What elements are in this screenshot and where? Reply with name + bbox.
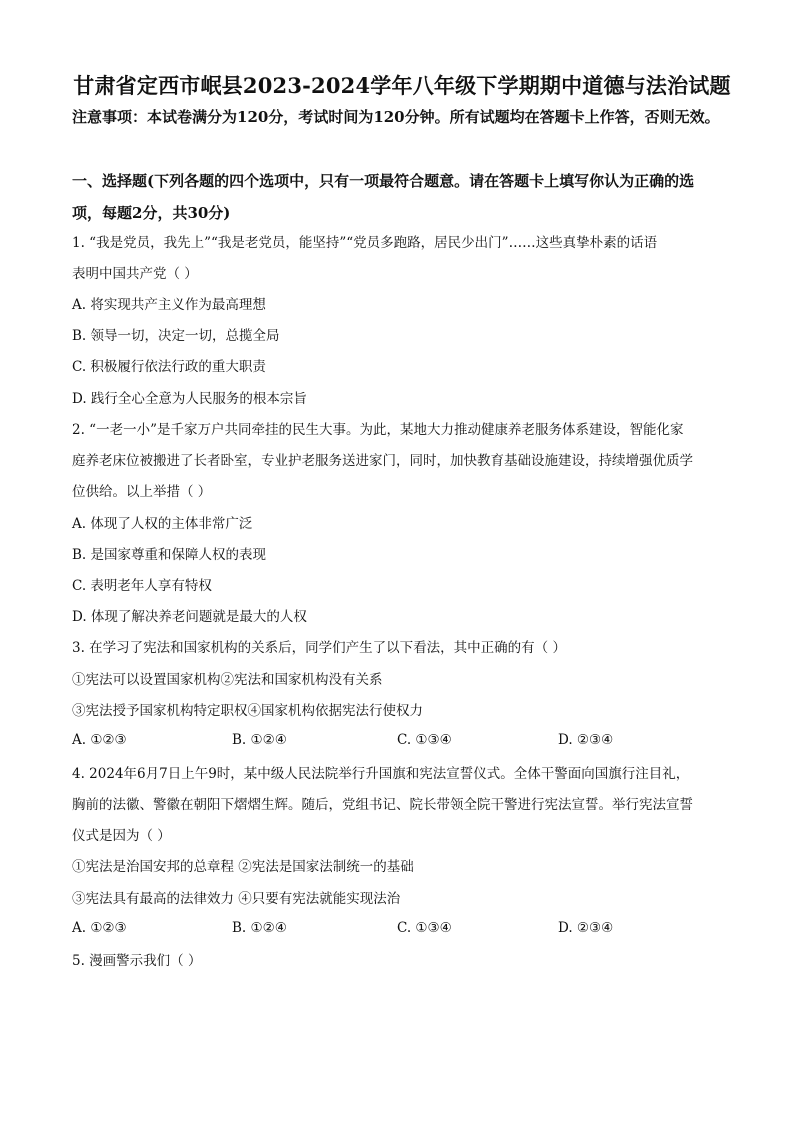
- q1-option-b: B. 领导一切，决定一切，总揽全局: [72, 328, 280, 344]
- q2-option-b: B. 是国家尊重和保障人权的表现: [72, 547, 267, 563]
- q3-stem-line1: 3. 在学习了宪法和国家机构的关系后，同学们产生了以下看法，其中正确的有（ ）: [72, 640, 566, 656]
- q4-option-c: C. ①③④: [397, 920, 452, 936]
- q1-option-a: A. 将实现共产主义作为最高理想: [72, 297, 266, 313]
- q4-statements-line2: ③宪法具有最高的法律效力 ④只要有宪法就能实现法治: [72, 891, 401, 907]
- q2-stem-line2: 庭养老床位被搬进了长者卧室，专业护老服务送进家门，同时，加快教育基础设施建设，持续增强优质学: [72, 453, 693, 469]
- q3-statements-line2: ③宪法授予国家机构特定职权④国家机构依据宪法行使权力: [72, 703, 423, 719]
- q5-stem-line1: 5. 漫画警示我们（ ）: [72, 953, 202, 969]
- q1-stem-line2: 表明中国共产党（ ）: [72, 266, 198, 282]
- section-1-heading: 一、选择题(下列各题的四个选项中，只有一项最符合题意。请在答题卡上填写你认为正确的选项，每题2分，共30分): [72, 172, 695, 222]
- q2-stem-line1: 2. “一老一小”是千家万户共同牵挂的民生大事。为此，某地大力推动健康养老服务体系建设，智能化家: [72, 422, 684, 438]
- q4-option-d: D. ②③④: [558, 920, 614, 936]
- q3-options-row: [72, 732, 724, 752]
- exam-title: 甘肃省定西市岷县2023-2024学年八年级下学期期中道德与法治试题: [73, 73, 731, 98]
- q1-option-c: C. 积极履行依法行政的重大职责: [72, 359, 266, 375]
- q2-option-c: C. 表明老年人享有特权: [72, 578, 212, 594]
- q4-option-b: B. ①②④: [232, 920, 287, 936]
- q2-option-d: D. 体现了解决养老问题就是最大的人权: [72, 609, 307, 625]
- q4-statements-line1: ①宪法是治国安邦的总章程 ②宪法是国家法制统一的基础: [72, 859, 414, 875]
- q3-option-b: B. ①②④: [232, 732, 287, 748]
- q4-stem-line1: 4. 2024年6月7日上午9时，某中级人民法院举行升国旗和宪法宣誓仪式。全体干警面向国旗行注目礼，: [72, 766, 690, 782]
- q3-option-a: A. ①②③: [72, 732, 127, 748]
- q4-stem-line2: 胸前的法徽、警徽在朝阳下熠熠生辉。随后，党组书记、院长带领全院干警进行宪法宣誓。举行宪法宣誓: [72, 797, 693, 813]
- q1-option-d: D. 践行全心全意为人民服务的根本宗旨: [72, 391, 307, 407]
- q4-option-a: A. ①②③: [72, 920, 127, 936]
- exam-notice: 注意事项：本试卷满分为120分，考试时间为120分钟。所有试题均在答题卡上作答，否则无效。: [72, 108, 720, 126]
- q3-option-d: D. ②③④: [558, 732, 614, 748]
- q4-options-row: [72, 920, 724, 940]
- q2-option-a: A. 体现了人权的主体非常广泛: [72, 516, 253, 532]
- q3-statements-line1: ①宪法可以设置国家机构②宪法和国家机构没有关系: [72, 672, 383, 688]
- q2-stem-line3: 位供给。以上举措（ ）: [72, 484, 212, 500]
- q3-option-c: C. ①③④: [397, 732, 452, 748]
- q1-stem-line1: 1. “我是党员，我先上”“我是老党员，能坚持”“党员多跑路，居民少出门”……这些真挚朴素的话语: [72, 235, 658, 251]
- q4-stem-line3: 仪式是因为（ ）: [72, 828, 171, 844]
